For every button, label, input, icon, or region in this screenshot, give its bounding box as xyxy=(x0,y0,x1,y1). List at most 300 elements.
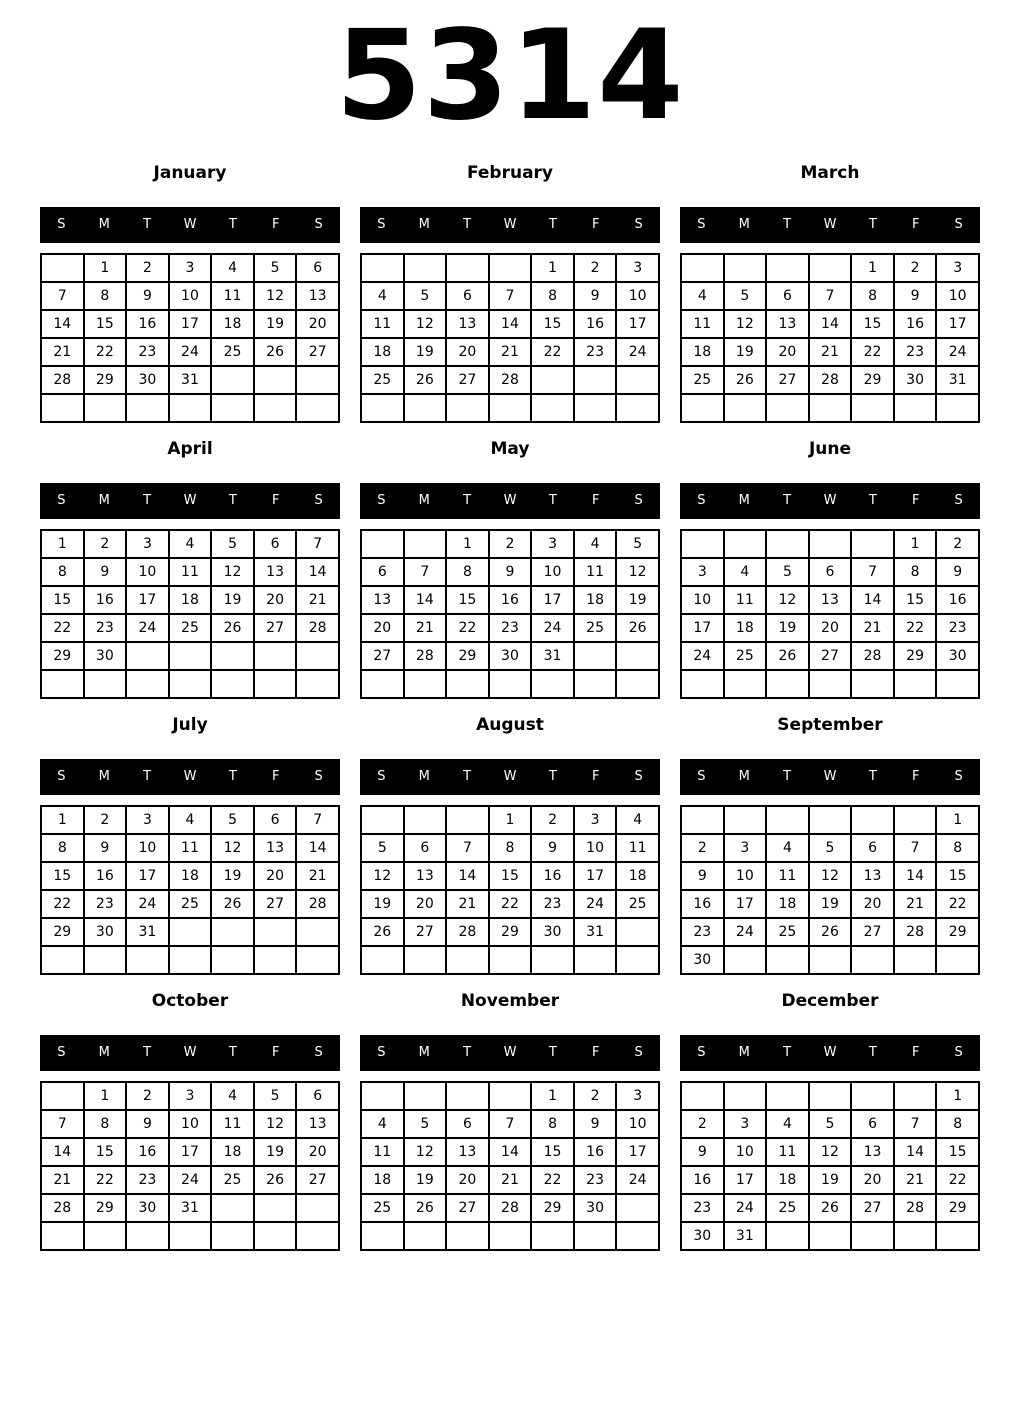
day-cell: 30 xyxy=(126,1194,169,1222)
day-cell: 25 xyxy=(681,366,724,394)
week-row xyxy=(41,642,339,670)
empty-day-cell xyxy=(446,394,489,422)
day-cell: 21 xyxy=(489,1166,532,1194)
day-cell: 27 xyxy=(361,642,404,670)
week-row xyxy=(41,254,339,282)
week-row xyxy=(361,642,659,670)
empty-day-cell xyxy=(616,946,659,974)
day-cell: 8 xyxy=(84,282,127,310)
weekday-header-cell: S xyxy=(954,217,963,232)
day-cell: 11 xyxy=(574,558,617,586)
day-cell: 16 xyxy=(531,862,574,890)
month-date-grid xyxy=(360,1081,660,1251)
day-cell: 21 xyxy=(851,614,894,642)
day-cell: 3 xyxy=(574,806,617,834)
empty-day-cell xyxy=(404,394,447,422)
empty-day-cell xyxy=(254,1222,297,1250)
weekday-header-row xyxy=(680,483,980,519)
empty-day-cell xyxy=(489,946,532,974)
weekday-header-cell: T xyxy=(868,769,877,784)
empty-day-cell xyxy=(681,806,724,834)
day-cell: 21 xyxy=(894,1166,937,1194)
empty-day-cell xyxy=(724,394,767,422)
weekday-header-cell: S xyxy=(377,1045,386,1060)
empty-day-cell xyxy=(574,1222,617,1250)
weekday-header-row xyxy=(680,1035,980,1071)
day-cell: 3 xyxy=(724,834,767,862)
day-cell: 26 xyxy=(809,918,852,946)
weekday-header-cell: T xyxy=(868,493,877,508)
day-cell: 8 xyxy=(531,282,574,310)
day-cell: 18 xyxy=(211,310,254,338)
day-cell: 25 xyxy=(211,338,254,366)
day-cell: 13 xyxy=(296,282,339,310)
day-cell: 6 xyxy=(254,806,297,834)
day-cell: 14 xyxy=(489,310,532,338)
empty-day-cell xyxy=(404,254,447,282)
day-cell: 7 xyxy=(446,834,489,862)
day-cell: 27 xyxy=(296,1166,339,1194)
empty-day-cell xyxy=(296,946,339,974)
day-cell: 4 xyxy=(211,1082,254,1110)
day-cell: 27 xyxy=(851,1194,894,1222)
day-cell: 20 xyxy=(851,1166,894,1194)
day-cell: 2 xyxy=(574,1082,617,1110)
weekday-header-cell: S xyxy=(57,493,66,508)
day-cell: 25 xyxy=(169,890,212,918)
week-row xyxy=(361,338,659,366)
empty-day-cell xyxy=(616,918,659,946)
day-cell: 18 xyxy=(766,1166,809,1194)
week-row xyxy=(361,282,659,310)
day-cell: 6 xyxy=(296,1082,339,1110)
day-cell: 1 xyxy=(894,530,937,558)
day-cell: 15 xyxy=(84,310,127,338)
empty-day-cell xyxy=(41,254,84,282)
day-cell: 14 xyxy=(809,310,852,338)
day-cell: 2 xyxy=(936,530,979,558)
weekday-header-row xyxy=(360,207,660,243)
day-cell: 30 xyxy=(126,366,169,394)
empty-day-cell xyxy=(361,1222,404,1250)
empty-day-cell xyxy=(851,946,894,974)
empty-day-cell xyxy=(296,1194,339,1222)
calendar-grid xyxy=(0,156,1020,1251)
empty-day-cell xyxy=(126,946,169,974)
weekday-header-cell: T xyxy=(783,493,792,508)
day-cell: 29 xyxy=(851,366,894,394)
day-cell: 18 xyxy=(361,1166,404,1194)
weekday-header-row xyxy=(40,1035,340,1071)
day-cell: 28 xyxy=(446,918,489,946)
month-block xyxy=(360,156,660,423)
weekday-header-cell: M xyxy=(738,1045,750,1060)
month-block xyxy=(40,432,340,699)
weekday-header-cell: F xyxy=(591,217,600,232)
empty-day-cell xyxy=(489,394,532,422)
day-cell: 24 xyxy=(169,1166,212,1194)
day-cell: 11 xyxy=(169,834,212,862)
weekday-header-cell: T xyxy=(463,217,472,232)
day-cell: 7 xyxy=(489,282,532,310)
day-cell: 14 xyxy=(851,586,894,614)
empty-day-cell xyxy=(296,642,339,670)
month-date-grid xyxy=(360,805,660,975)
week-row xyxy=(41,806,339,834)
empty-day-cell xyxy=(296,394,339,422)
day-cell: 23 xyxy=(574,338,617,366)
day-cell: 28 xyxy=(894,918,937,946)
empty-day-cell xyxy=(254,918,297,946)
empty-day-cell xyxy=(489,1222,532,1250)
day-cell: 7 xyxy=(894,1110,937,1138)
week-row xyxy=(681,1110,979,1138)
month-date-grid-body xyxy=(681,530,979,698)
empty-day-cell xyxy=(766,1222,809,1250)
month-date-grid xyxy=(360,253,660,423)
day-cell: 20 xyxy=(766,338,809,366)
day-cell: 28 xyxy=(851,642,894,670)
day-cell: 17 xyxy=(724,890,767,918)
day-cell: 17 xyxy=(681,614,724,642)
day-cell: 15 xyxy=(446,586,489,614)
day-cell: 25 xyxy=(724,642,767,670)
week-row xyxy=(681,1082,979,1110)
day-cell: 3 xyxy=(169,254,212,282)
weekday-header-cell: F xyxy=(591,1045,600,1060)
day-cell: 5 xyxy=(211,806,254,834)
empty-day-cell xyxy=(211,366,254,394)
year-title: 5314 xyxy=(335,4,685,148)
weekday-header-cell: F xyxy=(591,493,600,508)
day-cell: 29 xyxy=(84,1194,127,1222)
day-cell: 14 xyxy=(296,558,339,586)
month-block xyxy=(680,984,980,1251)
week-row xyxy=(681,1222,979,1250)
empty-day-cell xyxy=(446,254,489,282)
day-cell: 4 xyxy=(616,806,659,834)
day-cell: 7 xyxy=(894,834,937,862)
day-cell: 23 xyxy=(894,338,937,366)
day-cell: 6 xyxy=(254,530,297,558)
month-date-grid xyxy=(40,529,340,699)
day-cell: 16 xyxy=(681,890,724,918)
day-cell: 4 xyxy=(724,558,767,586)
month-date-grid xyxy=(680,253,980,423)
day-cell: 1 xyxy=(531,254,574,282)
weekday-header-cell: S xyxy=(377,493,386,508)
month-date-grid xyxy=(40,1081,340,1251)
day-cell: 29 xyxy=(446,642,489,670)
day-cell: 11 xyxy=(766,1138,809,1166)
day-cell: 8 xyxy=(41,834,84,862)
day-cell: 6 xyxy=(809,558,852,586)
month-date-grid-body xyxy=(681,254,979,422)
empty-day-cell xyxy=(809,946,852,974)
day-cell: 30 xyxy=(531,918,574,946)
day-cell: 1 xyxy=(446,530,489,558)
week-row xyxy=(681,254,979,282)
weekday-header-cell: T xyxy=(783,217,792,232)
empty-day-cell xyxy=(574,946,617,974)
day-cell: 23 xyxy=(681,918,724,946)
empty-day-cell xyxy=(616,1194,659,1222)
day-cell: 25 xyxy=(361,366,404,394)
day-cell: 17 xyxy=(169,310,212,338)
week-row xyxy=(681,862,979,890)
day-cell: 17 xyxy=(616,1138,659,1166)
empty-day-cell xyxy=(126,670,169,698)
weekday-header-cell: S xyxy=(314,217,323,232)
empty-day-cell xyxy=(169,642,212,670)
month-block xyxy=(360,708,660,975)
empty-day-cell xyxy=(361,1082,404,1110)
day-cell: 22 xyxy=(936,890,979,918)
day-cell: 11 xyxy=(724,586,767,614)
day-cell: 16 xyxy=(489,586,532,614)
month-date-grid xyxy=(680,1081,980,1251)
day-cell: 25 xyxy=(574,614,617,642)
day-cell: 19 xyxy=(809,890,852,918)
empty-day-cell xyxy=(211,946,254,974)
day-cell: 26 xyxy=(254,338,297,366)
day-cell: 31 xyxy=(936,366,979,394)
day-cell: 30 xyxy=(681,1222,724,1250)
day-cell: 18 xyxy=(724,614,767,642)
weekday-header-cell: T xyxy=(228,769,237,784)
day-cell: 3 xyxy=(531,530,574,558)
empty-day-cell xyxy=(936,1222,979,1250)
empty-day-cell xyxy=(296,366,339,394)
empty-day-cell xyxy=(681,1082,724,1110)
week-row xyxy=(41,890,339,918)
month-name: January xyxy=(153,163,227,183)
day-cell: 20 xyxy=(296,1138,339,1166)
week-row xyxy=(41,1138,339,1166)
weekday-header-cell: F xyxy=(911,217,920,232)
day-cell: 13 xyxy=(446,1138,489,1166)
day-cell: 24 xyxy=(936,338,979,366)
day-cell: 8 xyxy=(531,1110,574,1138)
week-row xyxy=(681,310,979,338)
day-cell: 12 xyxy=(254,282,297,310)
weekday-header-cell: S xyxy=(57,769,66,784)
month-block xyxy=(360,984,660,1251)
day-cell: 19 xyxy=(211,862,254,890)
week-row xyxy=(681,890,979,918)
day-cell: 13 xyxy=(766,310,809,338)
weekday-header-cell: T xyxy=(783,1045,792,1060)
week-row xyxy=(41,586,339,614)
day-cell: 30 xyxy=(936,642,979,670)
day-cell: 19 xyxy=(616,586,659,614)
empty-day-cell xyxy=(724,806,767,834)
weekday-header-cell: S xyxy=(377,217,386,232)
day-cell: 3 xyxy=(936,254,979,282)
week-row xyxy=(41,1082,339,1110)
day-cell: 22 xyxy=(531,1166,574,1194)
week-row xyxy=(41,834,339,862)
day-cell: 24 xyxy=(724,1194,767,1222)
week-row xyxy=(361,890,659,918)
day-cell: 18 xyxy=(361,338,404,366)
week-row xyxy=(681,366,979,394)
empty-day-cell xyxy=(211,642,254,670)
day-cell: 8 xyxy=(851,282,894,310)
day-cell: 28 xyxy=(809,366,852,394)
day-cell: 22 xyxy=(41,890,84,918)
day-cell: 10 xyxy=(126,558,169,586)
month-name: May xyxy=(490,439,530,459)
empty-day-cell xyxy=(574,642,617,670)
day-cell: 10 xyxy=(574,834,617,862)
empty-day-cell xyxy=(254,394,297,422)
empty-day-cell xyxy=(446,1222,489,1250)
day-cell: 23 xyxy=(681,1194,724,1222)
day-cell: 13 xyxy=(296,1110,339,1138)
empty-day-cell xyxy=(169,918,212,946)
day-cell: 1 xyxy=(851,254,894,282)
week-row xyxy=(681,1166,979,1194)
empty-day-cell xyxy=(616,642,659,670)
weekday-header-row xyxy=(360,1035,660,1071)
day-cell: 13 xyxy=(446,310,489,338)
day-cell: 26 xyxy=(254,1166,297,1194)
empty-day-cell xyxy=(616,366,659,394)
day-cell: 3 xyxy=(126,806,169,834)
empty-day-cell xyxy=(766,1082,809,1110)
empty-day-cell xyxy=(766,946,809,974)
day-cell: 12 xyxy=(211,558,254,586)
day-cell: 18 xyxy=(169,862,212,890)
empty-day-cell xyxy=(361,946,404,974)
day-cell: 6 xyxy=(361,558,404,586)
empty-day-cell xyxy=(126,1222,169,1250)
day-cell: 12 xyxy=(254,1110,297,1138)
day-cell: 16 xyxy=(126,1138,169,1166)
week-row xyxy=(361,614,659,642)
day-cell: 15 xyxy=(894,586,937,614)
day-cell: 23 xyxy=(84,614,127,642)
empty-day-cell xyxy=(41,1222,84,1250)
day-cell: 12 xyxy=(809,1138,852,1166)
day-cell: 13 xyxy=(361,586,404,614)
day-cell: 27 xyxy=(851,918,894,946)
weekday-header-cell: S xyxy=(57,217,66,232)
week-row xyxy=(361,946,659,974)
day-cell: 9 xyxy=(126,1110,169,1138)
day-cell: 15 xyxy=(531,310,574,338)
empty-day-cell xyxy=(809,530,852,558)
empty-day-cell xyxy=(574,670,617,698)
day-cell: 8 xyxy=(936,834,979,862)
day-cell: 7 xyxy=(851,558,894,586)
empty-day-cell xyxy=(894,670,937,698)
month-name: December xyxy=(781,991,879,1011)
day-cell: 30 xyxy=(84,642,127,670)
day-cell: 17 xyxy=(126,586,169,614)
day-cell: 10 xyxy=(724,862,767,890)
day-cell: 27 xyxy=(446,1194,489,1222)
day-cell: 9 xyxy=(574,1110,617,1138)
empty-day-cell xyxy=(254,642,297,670)
day-cell: 2 xyxy=(574,254,617,282)
day-cell: 9 xyxy=(489,558,532,586)
empty-day-cell xyxy=(211,918,254,946)
day-cell: 18 xyxy=(616,862,659,890)
day-cell: 6 xyxy=(851,834,894,862)
empty-day-cell xyxy=(254,1194,297,1222)
weekday-header-cell: F xyxy=(911,493,920,508)
weekday-header-cell: S xyxy=(314,769,323,784)
week-row xyxy=(361,394,659,422)
day-cell: 16 xyxy=(84,862,127,890)
empty-day-cell xyxy=(489,670,532,698)
day-cell: 24 xyxy=(531,614,574,642)
day-cell: 17 xyxy=(531,586,574,614)
weekday-header-row xyxy=(680,759,980,795)
empty-day-cell xyxy=(851,394,894,422)
weekday-header-cell: W xyxy=(503,1045,517,1060)
week-row xyxy=(41,558,339,586)
day-cell: 30 xyxy=(681,946,724,974)
day-cell: 22 xyxy=(531,338,574,366)
day-cell: 14 xyxy=(894,862,937,890)
day-cell: 31 xyxy=(169,1194,212,1222)
weekday-header-cell: T xyxy=(143,217,152,232)
day-cell: 8 xyxy=(894,558,937,586)
day-cell: 25 xyxy=(211,1166,254,1194)
day-cell: 7 xyxy=(296,530,339,558)
day-cell: 5 xyxy=(809,1110,852,1138)
empty-day-cell xyxy=(531,394,574,422)
day-cell: 18 xyxy=(681,338,724,366)
week-row xyxy=(681,806,979,834)
day-cell: 16 xyxy=(681,1166,724,1194)
day-cell: 10 xyxy=(169,1110,212,1138)
day-cell: 25 xyxy=(361,1194,404,1222)
day-cell: 16 xyxy=(126,310,169,338)
day-cell: 13 xyxy=(851,1138,894,1166)
day-cell: 8 xyxy=(446,558,489,586)
day-cell: 23 xyxy=(574,1166,617,1194)
week-row xyxy=(41,862,339,890)
day-cell: 12 xyxy=(404,310,447,338)
day-cell: 2 xyxy=(84,530,127,558)
day-cell: 26 xyxy=(361,918,404,946)
day-cell: 20 xyxy=(296,310,339,338)
day-cell: 12 xyxy=(809,862,852,890)
empty-day-cell xyxy=(894,946,937,974)
empty-day-cell xyxy=(211,394,254,422)
day-cell: 11 xyxy=(361,1138,404,1166)
day-cell: 21 xyxy=(296,862,339,890)
month-date-grid-body xyxy=(361,254,659,422)
day-cell: 17 xyxy=(574,862,617,890)
day-cell: 6 xyxy=(851,1110,894,1138)
week-row xyxy=(361,254,659,282)
day-cell: 9 xyxy=(681,1138,724,1166)
empty-day-cell xyxy=(766,530,809,558)
day-cell: 14 xyxy=(446,862,489,890)
day-cell: 7 xyxy=(41,1110,84,1138)
weekday-header-cell: T xyxy=(548,217,557,232)
day-cell: 5 xyxy=(254,254,297,282)
empty-day-cell xyxy=(41,1082,84,1110)
day-cell: 16 xyxy=(894,310,937,338)
day-cell: 20 xyxy=(446,338,489,366)
month-date-grid-body xyxy=(681,806,979,974)
